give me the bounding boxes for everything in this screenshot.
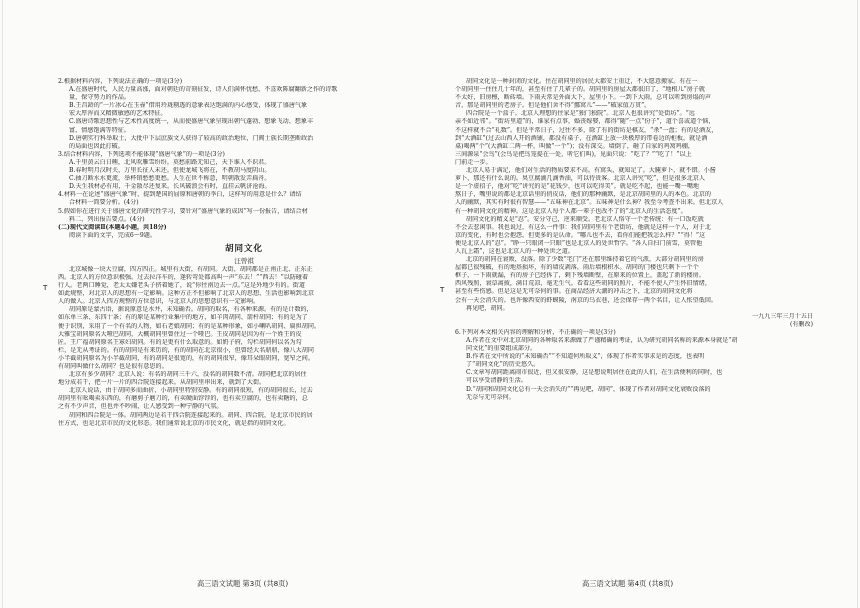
text-line: 的局面也因此打破。 — [69, 142, 124, 150]
essay-source-note: (有删改) — [789, 320, 813, 328]
text-line: 2.根据材料内容，下列说法正确的一项是(3分) — [58, 78, 183, 85]
essay-continued — [455, 78, 813, 313]
question-line: 6.下列对本文相关内容的理解和分析，不正确的一项是(3分) — [455, 328, 616, 336]
question-line: 无奈与无可奈何。 — [466, 393, 515, 401]
essay-paragraph-line: 亲不如近邻”。“街坊里道”的，谁家有点事，婚丧嫁娶，都得“随”一点“份子”，道个喜或道个恼， — [455, 118, 715, 126]
text-line: 合材料一简要分析。(4分) — [69, 199, 139, 207]
text-line: 5.假如你在进行关于盛唐文化的研究性学习，要针对“盛唐气象的成因”写一份报告，请结合材 — [58, 207, 308, 215]
scan-edge-left — [2, 0, 3, 608]
essay-paragraph-line: 框子，一下雨就漏，有的房子已经拆了，剩下残墙断壁，在原来的位置上，盖起了新的楼房。 — [455, 272, 705, 280]
essay-paragraph-line: 不太好，旧房檩，断砖墙。下雨天常是外面大下，屋里小下。一到下大雨，总可以听到房塌的声 — [455, 94, 711, 102]
scan-edge-right — [857, 0, 858, 608]
left-page — [58, 78, 430, 428]
text-line: D.天生我材必有用，千金散尽还复来。长风破浪会有时，直挂云帆济沧海。 — [69, 183, 271, 191]
essay-paragraph-line: 大雅宝胡同原名大哑巴胡同，大概胡同里曾住过一个哑巴。王皮胡同是因为有一个姓王的皮 — [58, 330, 302, 338]
page-footer-right: 高三语文试题 第4页 (共8页) — [582, 579, 674, 588]
essay-paragraph-line: 胡同文化的精义是“忍”。安分守己，逆来顺受。老北京人恪守一个老传统：有一口饭吃就 — [466, 215, 704, 223]
essay-paragraph-line: 甚至有些伤感。但是这是无可奈何的事。在商品经济大潮的冲击之下，北京的胡同文化将 — [455, 288, 693, 296]
question-line: 同文化”的重要组成部分。 — [466, 345, 537, 353]
text-line: (二)现代文阅读Ⅱ(本题4小题，共18分) — [58, 223, 167, 231]
question-6-block — [455, 329, 813, 402]
right-page — [455, 78, 813, 402]
essay-paragraph-line: 是一个虚招子，他对“吃”讲究的是“花钱少，也可以吃得美”。就是吃不起，也能一嘴一嘴地 — [455, 183, 700, 191]
text-line: 4.材料一在论述“盛唐气象”时，提到楚国的屈原和唐朝的李白，这样写的用意是什么？请结 — [58, 191, 302, 199]
page-footer-left: 高三语文试题 第3页 (共8页) — [197, 579, 289, 588]
left-question-block — [58, 78, 430, 240]
essay-paragraph-line: 四合院是一个盒子。北京人理想的住家是“独门独院”。北京人也很讲究“处街坊”。“远 — [466, 110, 695, 118]
essay-paragraph-line: 胡同和四合院是一体。胡同两边是若干四合院连接起来的。胡同、四合院，是北京市民的居 — [69, 411, 313, 419]
essay-paragraph-line: 行人。老两口睡觉，老太太嫌老头子挤着她了，说“你往南边去一点。”这是外地少有的。街道 — [58, 282, 305, 290]
essay-paragraph-line: 人的做人。北京人四方规整的方位意识，与北京人的思想意识有一定影响。 — [58, 298, 260, 306]
essay-paragraph-line: 门前走一步。 — [455, 158, 492, 166]
essay-paragraph-line: 西风残照，衰草离披，满目荒凉，毫无生气。看看这些胡同的照片，不能不使人产生怀旧情绪， — [455, 280, 711, 288]
text-line: C.抽刀断水水更流，举杯销愁愁更愁。人生在世不称意，明朝散发弄扁舟。 — [69, 175, 271, 183]
text-line: B.春时明月汉时关，万里长征人未还。但使龙城飞将在，不教胡马度阴山。 — [69, 167, 271, 175]
essay-title: 胡同文化 — [224, 243, 263, 254]
text-line: A.千里黄云白日曛，北风吹雁雪纷纷。莫愁前路无知己，天下谁人不识君。 — [69, 158, 271, 166]
essay-paragraph-line: 之有不少声音，但也并不吵闹，让人感受到一种宁静的气氛。 — [58, 403, 223, 411]
essay-paragraph-line: 北京有多少胡同？北京人说：有名的胡同三千六，没名的胡同数不清。胡同把北京的居住 — [69, 371, 307, 379]
essay-paragraph-line: 音，那是胡同里的老房子。但是他们舍不得“挪窝儿”——“破家值万贯”。 — [455, 102, 651, 110]
question-line: D.“胡同和胡同文化总有一天会消失的”“再见吧，胡同”，体现了作者对胡同文化衰败没落的 — [466, 385, 711, 393]
margin-mark-right: T — [440, 286, 445, 294]
essay-paragraph-line: 便于识别，采用了一个有名的人物，如石老娘胡同；有的是某种形象，如小喇叭胡同、扁担胡同。 — [58, 322, 321, 330]
essay-paragraph-line: 西。北京人的方位意识极强。过去拉洋车的，逢转弯处都高叫一声“东去！”“西去！”以防碰着 — [58, 273, 309, 281]
essay-paragraph-line: 不会去惹闲事。我也说过，有这么一件事：我们胡同里有个老街坊，他就是这样一个人，对于北 — [455, 223, 711, 231]
essay-body — [58, 266, 430, 428]
essay-paragraph-line: 北京城像一块大豆腐，四方四正。城里有大街，有胡同。大街、胡同都是正南正北、正东正 — [69, 265, 313, 273]
essay-paragraph-line: 京的变化，有时也会抱怨，但更多的是认命。“哪儿也不去，看你们能把我怎么样？”“得！”这 — [455, 231, 706, 239]
question-line: A.作者在文中对北京胡同的各种取名来源做了严谨精确的考证，认为研究胡同名称的来源本身就是“胡 — [466, 337, 738, 344]
essay-paragraph-line: 有一种胡同文化的精神。这是北京人每个人都一辈子也改不了的“北京人的生活态度”。 — [455, 207, 687, 215]
essay-paragraph-line: 栏，是无从考证的。有的胡同是有来历的，有的胡同在北京很小，但曾经大名鼎鼎，像八大胡同 — [58, 346, 314, 354]
essay-paragraph-line: 人的幽默，其实有时很有智慧——“五味神在北京”。五味神是什么神？我至今考查不出来。但北京人 — [455, 199, 724, 207]
essay-paragraph-line: 到“大酒缸”(过去山西人开的酒铺，都没有桌子，在酒缸上放一块极厚的带卷边的柜板，就是酒 — [455, 134, 708, 142]
text-line: 宏大厚浑而又精微敏感的艺术特征。 — [69, 110, 167, 118]
text-line: 3.结合材料内容，下列选项不能体现“盛唐气象”的一项是(3分) — [58, 150, 225, 158]
question-line: 可以享受清静的生活。 — [466, 377, 527, 385]
essay-paragraph-line: 萝卜，那还有什么说的。臭豆腐滴几滴香油，可以待贵客。北京人讲究“吃”，但是很多北京人 — [455, 175, 705, 183]
essay-paragraph-line: 胡同原是蒙古语，据说原意是水井，未知确否。胡同的取名，有各种来源。有的是计数的， — [69, 306, 313, 314]
essay-paragraph-line: 便是北京人的“忍”。“睁一只眼闭一只眼”也是北京人的处世哲学。“各人自扫门前雪，莫管他 — [455, 239, 703, 247]
essay-paragraph-line: 桌)喝两“个”(大酒缸二两一杯，叫做“一个”)；没有深交。墙倒了，砸了自家的鸡窝鸡棚， — [455, 142, 694, 150]
text-line: 阅读下面的文字，完成6～9题。 — [69, 231, 156, 239]
question-line: B.作者在文中所说的“未知确否”“不知道何所取义”，体现了作者实事求是的态度，也表明 — [466, 353, 705, 361]
essay-paragraph-line: 胡同文化是一种封闭的文化。住在胡同里的居民大都安土重迁，不大愿意搬家。有在一 — [466, 78, 698, 85]
essay-paragraph-line: 北京的胡同在衰败，没落。除了少数“宅门”还在那里维持着它的气派，大部分胡同里的房 — [466, 256, 704, 264]
essay-paragraph-line: 不这样就不合“礼数”。但是平常日子，过往不多，除了有的街坊是棋友，“杀”一盘；有的是酒友， — [455, 126, 718, 134]
essay-paragraph-line: 地分成若干，把一片一片的四合院连接起来。从胡同里串出来，就到了大街。 — [58, 379, 266, 387]
essay-paragraph-line: 如东单三条、东四十条；有的原是某种行业集中的地方，如羊肉胡同、箭杆胡同；有的是为了 — [58, 314, 308, 322]
essay-paragraph-line: 人瓦上霜”，这也是北京人的一种处世之道。 — [455, 247, 574, 255]
essay-date: 一九九三年三月十五日 — [752, 312, 813, 320]
text-line: 料二，列出报告要点。(4分) — [69, 215, 145, 223]
essay-paragraph-line: 胡同里有吆喝卖东西的，有磨剪子磨刀的，有卖硬面饽饽的，也有卖豆腐的，也有卖糖的，总 — [58, 395, 308, 403]
essay-paragraph-line: 个胡同里一住住几十年的，甚至有住了几辈子的。胡同里的房屋大都很旧了，“地根儿”房子就 — [455, 86, 705, 94]
essay-paragraph-line: 再见吧，胡同。 — [466, 304, 509, 312]
text-line: 量，保守势力的作品。 — [69, 94, 130, 102]
text-line: 富、情感饱满等特征。 — [69, 126, 130, 134]
text-line: D.唐朝实行科举取士，大批中下层庶族文人获得了较高的政治地位，门阀士族长期垄断政治 — [69, 134, 314, 142]
essay-paragraph-line: 北京人易于满足，他们对生活的物质要求不高。有窝头，就知足了。大腌萝卜，就不错。小酱 — [466, 167, 716, 175]
essay-paragraph-line: 有胡同叫做什么胡同？也是很有意思的。 — [58, 363, 168, 370]
question-line: 了“胡同文化”的历史悠久。 — [466, 361, 540, 369]
essay-paragraph-line: 熬日子，嘴里说的都是北京话里的俏皮话，他们的那种幽默，是北京胡同里的人的本色。北京的 — [455, 191, 711, 199]
essay-paragraph-line: 住方式，也是北京市民的文化形态。我们通常说北京的市民文化，就是指的胡同文化。 — [58, 419, 290, 427]
question-line: C.文章写胡同距离闹市很近，但又很安静，这是想说明居住在此的人们，在生活便利的同时，也 — [466, 369, 723, 377]
essay-paragraph-line: 会有一天会消失的。也许像西安的虾蟆陵，南京的乌衣巷，还会保存一两个名目，让人怅望低回。 — [455, 296, 718, 304]
margin-mark-left: T — [43, 284, 48, 292]
essay-paragraph-line: 三间源泉“会鸟”(会鸟是把鸟笼提在一处，听它们叫)，见面只说：“吃了？”“吃了！”以上 — [455, 150, 692, 158]
text-line: B.王昌龄的“一片冰心在玉壶”借用玲珑剔透的意象表达饱满的内心感受，体现了盛唐气象 — [69, 102, 308, 110]
essay-paragraph-line: 如此规整，对北京人的思想有一定影响。这种方正不但影响了北京人的思想，生活也影响到北京 — [58, 290, 314, 298]
text-line: A.在盛唐时代，人民力量高涨，面对朝廷的苛刻征发，诗人们满怀忧愁，不喜欢陈腐翻新之作的诗歌 — [69, 86, 338, 94]
text-line: C.盛唐诗歌思想性与艺术性高度统一，从而使盛唐气象呈现出朝气蓬勃、想象飞动、想象丰 — [69, 118, 314, 126]
essay-paragraph-line: 匠。王广福胡同原名王寡妇胡同。有的是更有什么取意的。如奶子府，勾栏胡同何以名为勾 — [58, 338, 302, 346]
essay-author: 汪曾祺 — [234, 256, 254, 265]
essay-paragraph-line: 屋都已很残破，有的地基损坏，有的墙皮剥落，雨后墙根积水。胡同的门楼也只剩下一个个 — [455, 264, 699, 272]
essay-paragraph-line: 北京人说话，由于胡同多而曲折，小胡同里特别安静。有的胡同很短，有的胡同很长，过去 — [69, 387, 313, 395]
essay-paragraph-line: 小半截胡同原名为小半截胡同，有的胡同是很宽的，有的胡同很窄，像耳朵眼胡同，宽窄之间。 — [58, 354, 314, 362]
